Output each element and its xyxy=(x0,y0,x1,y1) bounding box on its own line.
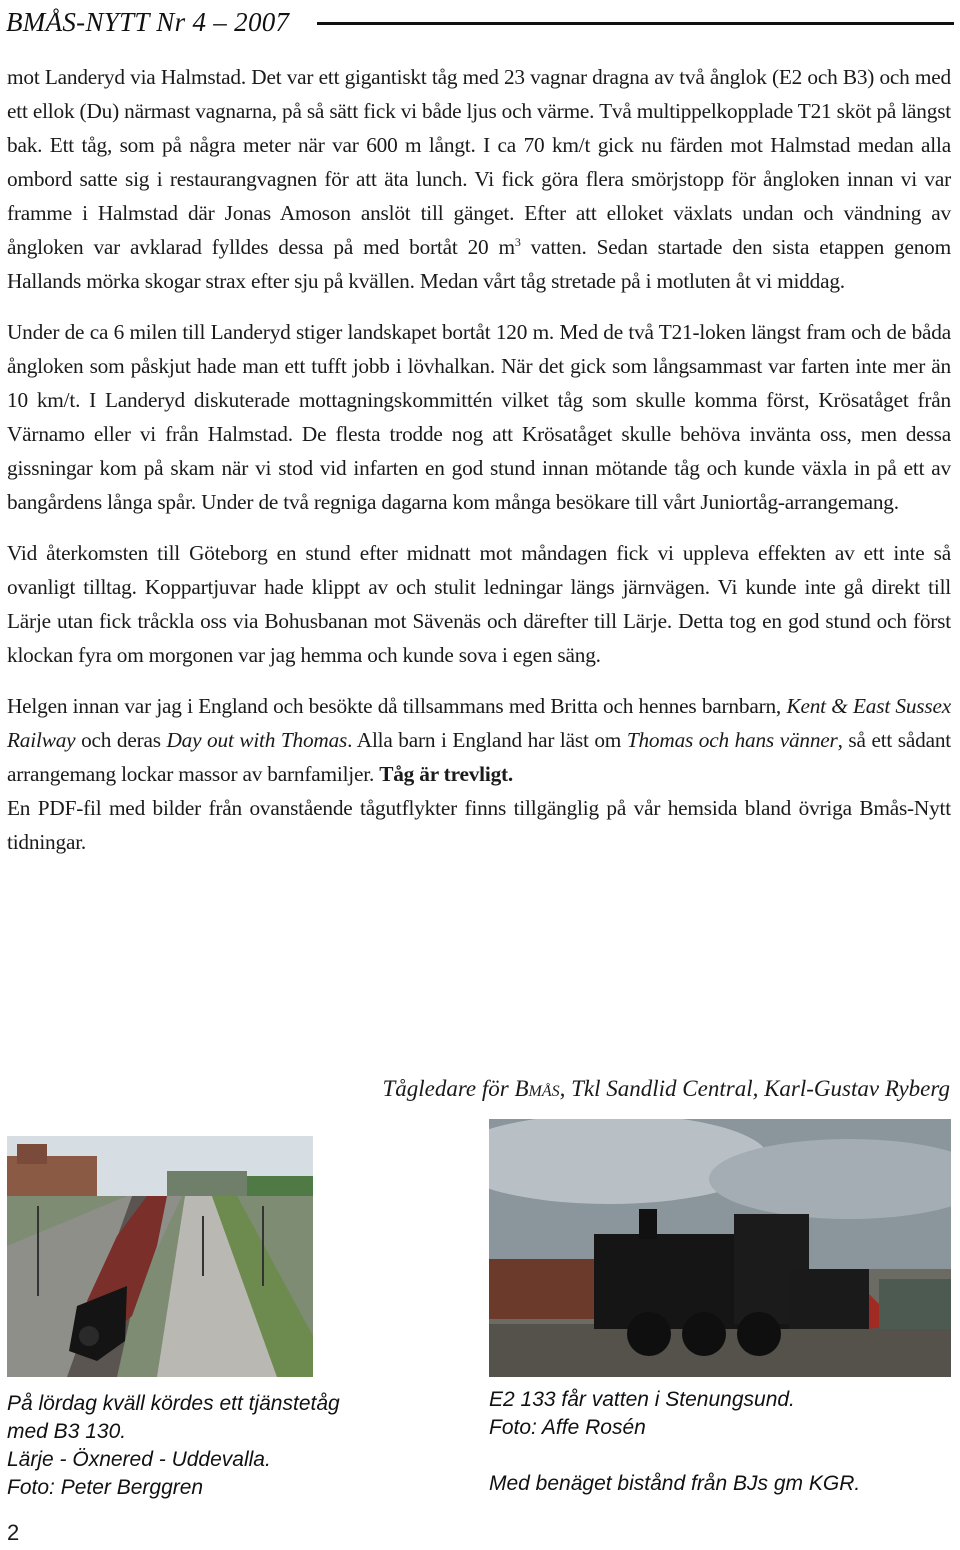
caption-spacer xyxy=(489,1442,954,1470)
paragraph-2: Under de ca 6 milen till Landeryd stiger landskapet bortåt 120 m. Med de två T21-loken längst fram och de båda ångloken som påskjut hade man ett tufft jobb i lövhalkan. När det gick som långsammast var farten inte mer än 10 km/t. I Landeryd diskuterade mottagningskommittén vilket tåg som skulle komma först, Krösatåget från Värnamo eller vi från Halmstad. De flesta trodde nog att Krösatåget skulle behöva invänta oss, men dessa gissningar kom på skam när vi stod vid infarten en god stund innan mötande tåg och kunde växla in på ett av bangårdens långa spår. Under de två regniga dagarna kom många besökare till vårt Juniortåg-arrangemang. xyxy=(7,320,951,514)
publication-title: BMÅS-NYTT Nr 4 – 2007 xyxy=(6,6,290,37)
italic-book-title: Thomas och hans vänner xyxy=(626,728,838,752)
superscript-cubic: 3 xyxy=(514,234,521,249)
photo-steam-locomotive xyxy=(489,1119,951,1377)
paragraph-1: mot Landeryd via Halmstad. Det var ett gigantiskt tåg med 23 vagnar dragna av två ånglok (E2 och B3) och med ett ellok (Du) närmast vagnarna, på så sätt fick vi både ljus och värme. Två multippelkopplade T21 sköt på längst bak. Ett tåg, som på några meter när var 600 m långt. I ca 70 km/t gick nu färden mot Halmstad medan alla ombord satte sig i restaurangvagnen för att äta lunch. Vi fick göra flera smörjstopp för ångloken innan vi var framme i Halmstad där Jonas Amoson anslöt till gänget. Efter att elloket växlats undan och vändning av ångloken var avklarad fylldes dessa på med bortåt 20 $m^3$ vatten. Sedan startade den sista etappen genom Hallands mörka skogar strax efter sju på kvällen. Medan vårt tåg stretade på i motluten åt vi middag. xyxy=(7,65,951,293)
paragraph-4: Helgen innan var jag i England och besökte då tillsammans med Britta och hennes barnbarn, Kent & East Sussex Railway och deras Day out with Thomas. Alla barn i England har läst om Thomas och hans vänner, så ett sådant arrangemang lockar massor av barnfamiljer. Tåg är trevligt. xyxy=(7,694,952,786)
page-number: 2 xyxy=(7,1520,20,1545)
italic-railway-name: Kent & East Sussex Railway xyxy=(7,694,951,752)
author-signature: Tågledare för BMÅS, Tkl Sandlid Central, Karl-Gustav Ryberg xyxy=(382,1076,950,1101)
page-header xyxy=(6,4,954,40)
paragraph-5: En PDF-fil med bilder från ovanstående tågutflykter finns tillgänglig på vår hemsida bland övriga Bmås-Nytt tidningar. xyxy=(7,796,951,854)
photo-station-train xyxy=(7,1136,313,1377)
article-body xyxy=(7,60,951,876)
italic-event-name: Day out with Thomas xyxy=(166,728,348,752)
bold-slogan: Tåg är trevligt. xyxy=(379,762,514,786)
header-rule xyxy=(317,22,954,25)
paragraph-3: Vid återkomsten till Göteborg en stund efter midnatt mot måndagen fick vi uppleva effekten av ett inte så ovanligt tilltag. Koppartjuvar hade klippt av och stulit ledningar längs järnvägen. Vi kunde inte gå direkt till Lärje utan fick tråckla oss via Bohusbanan mot Sävenäs och därefter till Lärje. Detta tog en god stund och först klockan fyra om morgonen var jag hemma och kunde sova i egen säng. xyxy=(7,541,951,667)
caption-right-photo: E2 133 får vatten i Stenungsund. Foto: Affe Rosén Med benäget bistånd från BJs gm KGR. xyxy=(489,1386,954,1498)
caption-left-photo: På lördag kväll kördes ett tjänstetåg med B3 130. Lärje - Öxnered - Uddevalla. Foto: Peter Berggren xyxy=(7,1392,340,1499)
